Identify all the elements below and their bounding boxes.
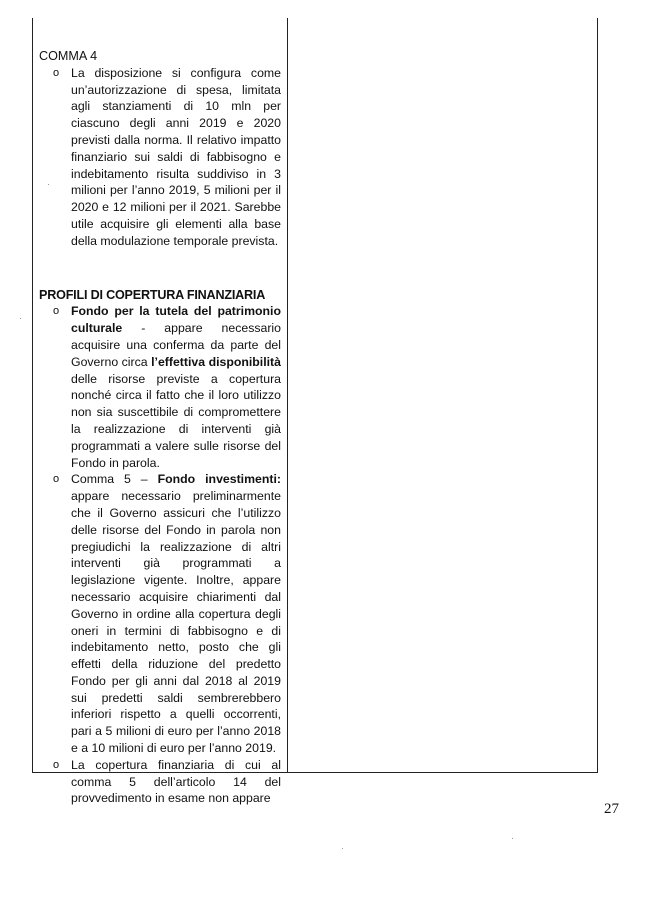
list-item [39,303,281,471]
section-heading-copertura: PROFILI DI COPERTURA FINANZIARIA [39,287,266,302]
copertura-paragraph-2: Comma 5 – Fondo investimenti: appare necessario preliminarmente che il Governo assicuri che l’utilizzo delle risorse del Fondo in parola non pregiudichi la realizzazione di altri interventi già programmati a legislazione vigente. Inoltre, appare necessario acquisire chiarimenti dal Governo in ordine alla copertura degli oneri in termini di fabbisogno e di indebitamento netto, posto che gli effetti della riduzione del predetto Fondo per gli anni dal 2018 al 2019 sui predetti saldi sembrerebbero inferiori rispetto a quelli occorrenti, pari a 5 milioni di euro per l’anno 2018 e a 10 milioni di euro per l’anno 2019. [71,472,281,756]
bold-lead: Fondo investimenti: [157,472,281,487]
bold-lead: Fondo per la tutela del patrimonio culturale [71,304,281,336]
scan-speck [342,848,343,849]
left-column [39,48,281,807]
bullet-icon: o [53,305,60,318]
bullet-icon: o [53,758,60,771]
copertura-paragraph-1: Fondo per la tutela del patrimonio culturale - appare necessario acquisire una conferma da parte del Governo circa l’effettiva disponibilità delle risorse previste a copertura nonché circa il fatto che il loro utilizzo non sia suscettibile di compromettere la realizzazione di interventi già programmati a valere sulle risorse del Fondo in parola. [71,304,281,470]
list-item [39,471,281,757]
document-table [32,18,598,806]
scan-speck [20,318,21,319]
list-item [39,65,281,250]
copertura-paragraph-3: La copertura finanziaria di cui al comma 5 dell’articolo 14 del provvedimento in esame non appare [71,757,281,806]
comma4-paragraph: La disposizione si configura come un’autorizzazione di spesa, limitata agli stanziamenti di 10 mln per ciascuno degli anni 2019 e 2020 previsti dalla norma. Il relativo impatto finanziario sui saldi di fabbisogno e indebitamento risulta suddiviso in 3 milioni per l’anno 2019, 5 milioni per il 2020 e 12 milioni per il 2021. Sarebbe utile acquisire gli elementi alla base della modulazione temporale prevista. [71,65,281,248]
bullet-icon: o [53,66,60,79]
scan-speck [512,838,513,839]
bullet-icon: o [53,473,60,486]
page-number: 27 [604,801,619,817]
section-heading-comma4: COMMA 4 [39,49,98,63]
bold-mid: l’effettiva disponibilità [151,354,281,369]
scan-speck [48,184,49,185]
column-divider [287,18,288,772]
list-item [39,757,281,807]
copertura-list [39,303,281,807]
comma4-list [39,65,281,250]
